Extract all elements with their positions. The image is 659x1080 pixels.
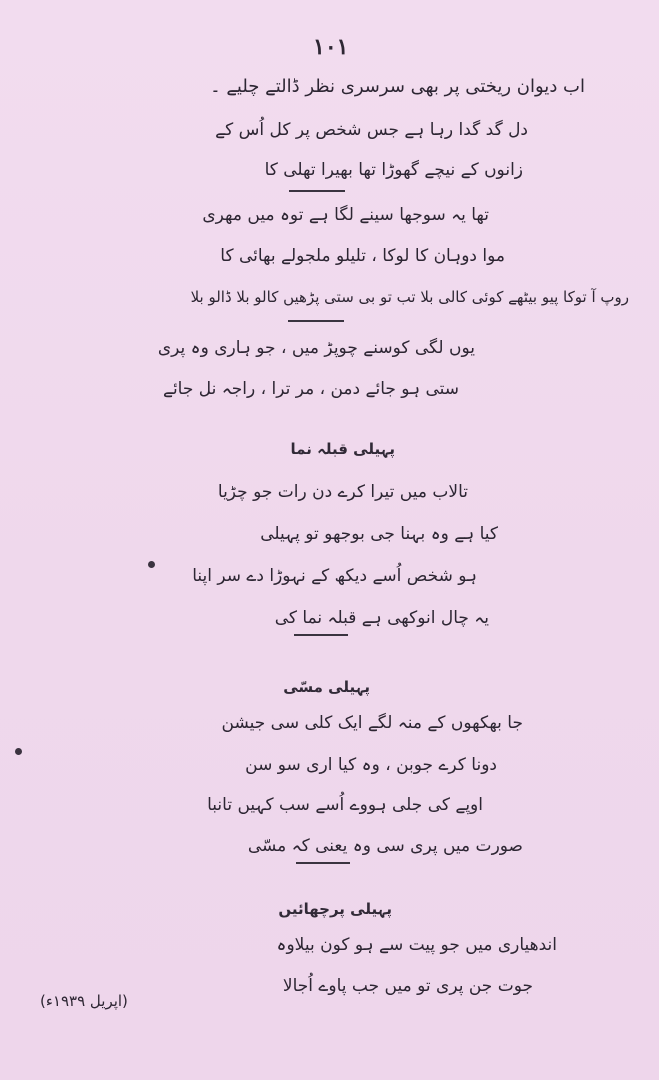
separator-rule	[294, 634, 348, 636]
section-heading-parchhain: پہیلی پرچھائیں	[278, 900, 392, 918]
poem1-line-4: موا دوہان کا لوکا ، تلیلو ملجولے بھائی کا	[220, 246, 505, 266]
intro-line: اب دیوان ریختی پر بھی سرسری نظر ڈالتے چلیے ۔	[210, 76, 585, 97]
ink-spot	[148, 561, 155, 568]
poem3-line-4: صورت میں پری سی وہ یعنی کہ مسّی	[247, 836, 523, 856]
date-note: (اپریل ١٩٣٩ء)	[40, 992, 128, 1010]
poem3-line-3: اوپے کی جلی ہووے اُسے سب کہیں تانبا	[207, 795, 483, 815]
poem4-line-1: اندھیاری میں جو پیت سے ہو کون بیلاوہ	[276, 935, 557, 955]
poem4-line-2: جوت جن پری تو میں جب پاوے اُجالا	[282, 976, 533, 996]
poem1-line-3: تھا یہ سوجھا سینے لگا ہے توہ میں مهری	[202, 205, 489, 225]
poem3-line-1: جا بھکھوں کے منہ لگے ایک کلی سی جیشن	[221, 713, 523, 733]
separator-rule	[296, 862, 350, 864]
poem1-line-7: ستی ہو جائے دمن ، مر ترا ، راجہ نل جائے	[162, 379, 459, 399]
poem2-line-1: تالاب میں تیرا کرے دن رات جو چڑیا	[217, 482, 468, 502]
section-heading-missi: پہیلی مسّی	[283, 678, 370, 696]
separator-rule	[289, 190, 345, 192]
poem2-line-2: کیا ہے وہ بہنا جی بوجھو تو پہیلی	[260, 524, 498, 544]
section-heading-qibla-numa: پہیلی قبلہ نما	[290, 440, 395, 458]
poem1-line-6: یوں لگی کوسنے چوپڑ میں ، جو ہاری وہ پری	[157, 338, 475, 358]
poem1-line-1: دل گد گدا رہا ہے جس شخص پر کل اُس کے	[215, 120, 528, 140]
poem2-line-4: یہ چال انوکھی ہے قبلہ نما کی	[274, 608, 489, 628]
page-number: ١٠١	[313, 34, 349, 60]
poem1-line-5: روپ آ توکا پیو بیٹھے کوئی کالی بلا تب تو بی ستی پڑھیں کالو بلا ڈالو بلا	[190, 288, 629, 306]
poem2-line-3: ہو شخص اُسے دیکھ کے نہوڑا دے سر اپنا	[192, 566, 477, 586]
ink-spot	[15, 748, 22, 755]
poem3-line-2: دونا کرے جوبن ، وہ کیا اری سو سن	[245, 755, 497, 775]
separator-rule	[288, 320, 344, 322]
poem1-line-2: زانوں کے نیچے گھوڑا تھا بھیرا تھلی کا	[264, 160, 523, 180]
